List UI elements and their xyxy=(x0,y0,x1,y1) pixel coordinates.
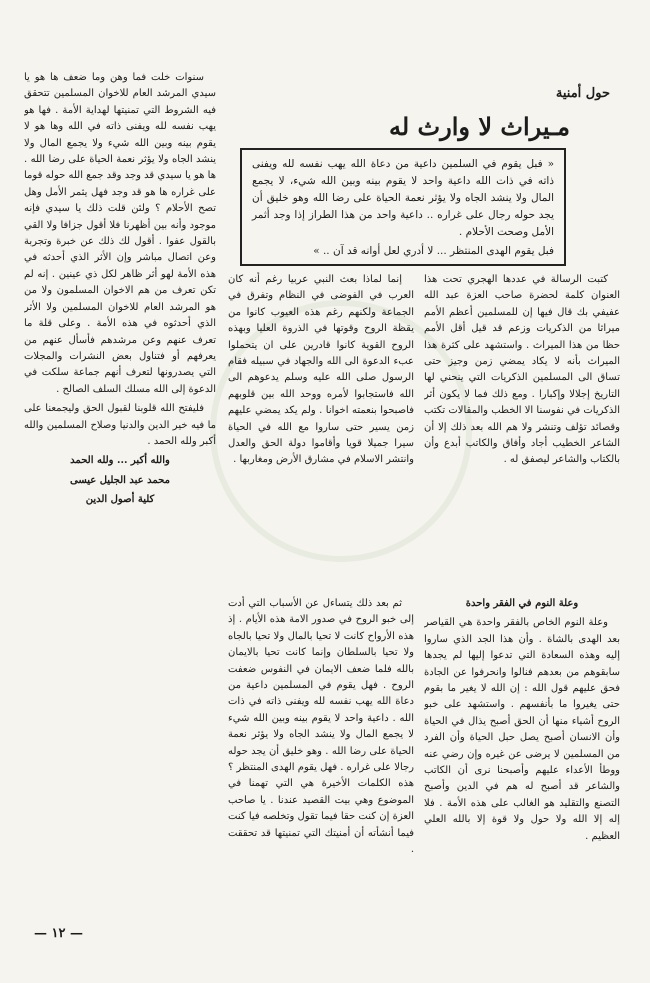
column-left xyxy=(24,70,216,890)
column-right-top xyxy=(424,272,620,592)
paragraph: فليفتح الله قلوبنا لقبول الحق وليجمعنا على ما فيه خير الدين والدنيا وصلاح المسلمين والله أكبر ولله الحمد . xyxy=(24,403,216,447)
paragraph: إنما لماذا بعث النبي عربيا رغم أنه كان العرب في الفوضى في النظام وتفرق في الجماعة ولكنهم رغم هذه العيوب كانوا من يقظة الروح وقوتها في الذروة العليا وبهذه الروح القوية كانوا قادرين على ان يتحملوا عبء الدعوة الى الله والجهاد في سبيله فقام الرسول صلى الله عليه وسلم يدعوهم الى الله فاستجابوا لأمره ووحد الله بين قلوبهم فاصبحوا بنعمته اخوانا . ولم يكد يمضي عليهم زمن يسير حتى ساروا مع الله في الحياة سيرا جميلا قويا وأقاموا دولة الحق والعدل وانتشر الاسلام في مشارق الأرض ومغاربها . xyxy=(228,274,414,466)
subhead: وعلة النوم في الفقر واحدة xyxy=(465,598,579,609)
quote-box xyxy=(240,148,566,266)
column-middle-top xyxy=(228,272,414,592)
section-label: حول أمنية xyxy=(555,86,610,101)
paragraph: كتبت الرسالة في عددها الهجري تحت هذا العنوان كلمة لحضرة صاحب العزة عبد الله عفيفي بك قال فيها إن للمسلمين أعظم الأمم ميراثا من الذكريات وزعم قد قيل أقل الأمم حظا من هذا الميراث . واستشهد على كثرة هذا الميراث بأنه لا يكاد يمضي زمن وجيز حتى تساق الى المسلمين الذكريات التي ينحني لها التاريخ إجلالا وإكبارا . ومع ذلك فما لا يكون أثر الذكريات في نفوسنا الا الخطب والمقالات تكتب وقصائد تؤلف وتنشر ولا هم الله بعد ذلك إلا أن الشاعر الخطيب أجاد وأفاق والكاتب أبدع وأن بالكتاب والشاعر ليصفق له . xyxy=(424,274,620,466)
author-affiliation: كلية أصول الدين xyxy=(85,494,155,506)
author-name: محمد عبد الجليل عيسى xyxy=(70,474,170,486)
paragraph: وعلة النوم الخاص بالفقر واحدة هي القياصر بعد الهدى بالشاة . وأن هذا الجد الذي ساروا إليه وهذه السعادة التي تدعوا إليها لم يجدها سابقوهم من بعدهم فنالوا وانحرفوا عن الجادة فحق عليهم قول الله : إن الله لا يغير ما بقوم حتى يغيروا ما بأنفسهم . واستشهد على خبو الروح أشياء منها أن الحق أصبح يذال في الحياة وأن الانسان أصبح يصل حبل الحياة وأن الفرد من المسلمين لا يرضى عن غيره وإن رضي عنه ووطأ الأعداء عليهم وأصبحنا نرى أن الكاتب والشاعر قد أصبح له هم في الدين وأصبح التصنع والتقليد هو الغالب على هذه الأمة . فلا إله إلا الله ولا حول ولا قوة إلا بالله العلي العظيم . xyxy=(424,617,620,842)
quote-tail: فبل يقوم الهدى المنتظر ... لا أدري لعل أوانه قد آن .. » xyxy=(313,245,554,257)
column-middle-bottom xyxy=(228,596,414,934)
quote-text: « فبل يقوم في السلمين داعية من دعاة الله يهب نفسه لله ويفنى ذاته في ذات الله داعية واحد لا يقوم بينه وبين الله شيء، لا يجمع المال ولا ينشد الجاه ولا يؤثر نعمة الحياة على رضا الله وهو خليق أن يجد حوله رجال على غراره .. داعية واحد من هذا الطراز إذا وجد أثمر الأمل وصحت الأحلام . xyxy=(252,158,554,238)
paragraph: سنوات خلت فما وهن وما ضعف ها هو يا سيدي المرشد العام للاخوان المسلمين تتحقق فيه الشروط التي تمنيتها لهداية الأمة . فها هو يهب نفسه لله ويفنى ذاته في الله وها هو لا يقوم بينه وبين الله شيء ولا يجمع المال ولا ينشد الجاه ولا يؤثر نعمة الحياة على رضا الله . ها هو يا سيدي قد وجد وقد جمع الله حوله قوما على غراره ها هو قد وجد فهل يثمر الأمل وهل تصح الأحلام ؟ ولئن قلت ذلك يا سيدي فإنه موجود وأنه بين أظهرنا فلا أقول جزافا ولا القي بالقول عفوا . أقول لك ذلك عن خبرة وتجربة وعن اتصال مباشر وإن الأثر الذي أحدثه في هذه الأمة لهو أثر ظاهر لكل ذي عينين . إنه لم تكن تعرف من هم الاخوان المسلمون ولا من هو المرشد العام للاخوان المسلمين ولا الأثر الذي أحدثوه في هذه الأمة . وعلى قلة ما تعرف عنهم وعن مرشدهم فأسأل عنهم من يعرفهم أو فتناول بعض النشرات والمجلات التي يصدرونها لتعرف أنهم جماعة سلكت في الدعوة إلى الله مسلك السلف الصالح . xyxy=(24,72,216,395)
closing-line: والله أكبر ... ولله الحمد xyxy=(70,455,170,467)
article-title: مـيراث لا وارث له xyxy=(388,112,570,141)
column-right-bottom xyxy=(424,596,620,934)
paragraph: ثم بعد ذلك يتساءل عن الأسباب التي أدت إلى خبو الروح في صدور الامة هذه الأيام . إذ هذه الأرواح كانت لا تحيا بالمال ولا تحيا بالجاه ولا تحيا بالسلطان وإنما كانت تحيا بالايمان بالله فلما ضعف الايمان في النفوس ضعفت الروح . فهل يقوم في المسلمين داعية من دعاة الله يهب نفسه لله ويفنى ذاته في ذات الله . داعية واحد لا يقوم بينه وبين الله شيء لا يجمع المال ولا ينشد الجاه ولا يؤثر نعمة الحياة على رضا الله . وهو خليق أن يجد حوله رجالا على غراره . فهل يقوم الهدى المنتظر ؟ هذه الكلمات الأخيرة هي التي تهمنا في الموضوع وهي بيت القصيد عندنا . يا صاحب العزة إن كنت حقا فيما تقول وتخلصه فيا كنت فيما أنشأته أن أمنيتك التي تمنيتها قد تحققت . xyxy=(228,598,414,856)
page-number: — ١٢ — xyxy=(34,926,84,941)
